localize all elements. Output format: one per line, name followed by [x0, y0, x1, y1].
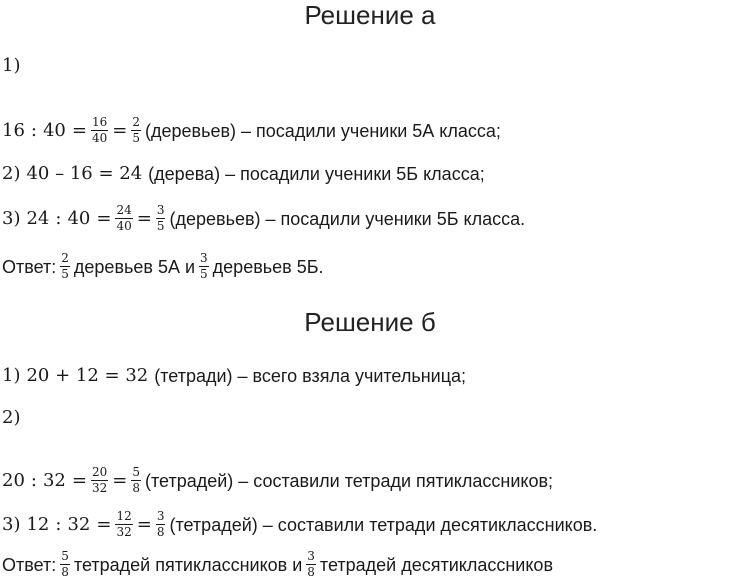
solution-b-answer — [2, 550, 553, 579]
expression: 40 – 16 = 24 — [26, 163, 143, 184]
step-label: 1) — [2, 55, 21, 76]
fraction — [115, 510, 132, 539]
numerator: 20 — [91, 465, 108, 479]
equals-sign: = — [71, 119, 87, 141]
step-explanation: (дерева) – посадили ученики 5Б класса; — [148, 164, 485, 184]
solution-b-step3 — [2, 510, 597, 539]
solution-b-step2 — [2, 466, 553, 495]
fraction — [91, 116, 108, 145]
fraction — [131, 116, 141, 145]
operand: 20 — [2, 469, 25, 491]
numerator: 24 — [116, 203, 132, 217]
solution-a-answer — [2, 252, 324, 281]
equals-sign: = — [112, 119, 128, 141]
operand: 24 — [26, 207, 50, 229]
step-label: 2) — [2, 163, 21, 184]
solution-b-step2-label — [2, 406, 20, 430]
numerator: 3 — [156, 203, 165, 217]
numerator: 3 — [200, 251, 208, 265]
solution-b-heading: Решение б — [304, 307, 436, 337]
solution-a-heading: Решение а — [304, 0, 436, 30]
denominator: 8 — [156, 525, 165, 539]
equals-sign: = — [96, 207, 112, 229]
equals-sign: = — [136, 513, 152, 535]
fraction — [131, 466, 141, 495]
operand: 40 — [42, 119, 66, 141]
numerator: 5 — [132, 465, 140, 479]
solution-a-step3 — [2, 204, 525, 233]
denominator: 5 — [132, 131, 140, 145]
numerator: 16 — [91, 115, 108, 129]
numerator: 2 — [132, 115, 140, 129]
fraction — [156, 204, 166, 233]
operator: : — [55, 513, 62, 535]
fraction — [115, 204, 132, 233]
operand: 40 — [67, 207, 91, 229]
numerator: 3 — [307, 549, 315, 563]
numerator: 3 — [156, 509, 165, 523]
answer-prefix: Ответ: — [2, 256, 57, 277]
operand: 32 — [42, 469, 66, 491]
operator: : — [55, 207, 62, 229]
denominator: 32 — [116, 525, 132, 539]
equals-sign: = — [112, 469, 128, 491]
denominator: 8 — [132, 481, 140, 495]
step-label: 1) — [2, 365, 21, 386]
denominator: 5 — [61, 267, 69, 281]
answer-text: тетрадей пятиклассников и — [73, 554, 303, 575]
step-explanation: (тетрадей) – составили тетради десятиклассников. — [169, 514, 598, 535]
step-label: 3) — [2, 513, 21, 535]
operand: 32 — [67, 513, 91, 535]
fraction — [306, 550, 316, 579]
fraction — [199, 252, 209, 281]
answer-prefix: Ответ: — [2, 554, 57, 575]
step-explanation: (тетрадей) – составили тетради пятиклассников; — [145, 470, 554, 491]
denominator: 32 — [91, 481, 108, 495]
fraction — [60, 550, 70, 579]
equals-sign: = — [136, 207, 152, 229]
denominator: 8 — [61, 565, 69, 579]
operator: : — [30, 119, 37, 141]
answer-text: деревьев 5Б. — [212, 256, 324, 277]
equals-sign: = — [96, 513, 112, 535]
answer-text: деревьев 5А и — [73, 256, 196, 277]
denominator: 40 — [91, 131, 108, 145]
step-explanation: (деревьев) – посадили ученики 5Б класса. — [169, 208, 526, 229]
numerator: 2 — [61, 251, 69, 265]
denominator: 5 — [200, 267, 208, 281]
numerator: 5 — [61, 549, 69, 563]
solution-a-step2 — [2, 162, 485, 186]
expression: 20 + 12 = 32 — [26, 365, 149, 386]
numerator: 12 — [116, 509, 132, 523]
fraction — [91, 466, 108, 495]
fraction — [60, 252, 70, 281]
denominator: 40 — [116, 219, 132, 233]
step-label: 2) — [2, 407, 21, 428]
operator: : — [30, 469, 37, 491]
solution-a-step1-label — [2, 54, 20, 78]
equals-sign: = — [71, 469, 87, 491]
step-label: 3) — [2, 207, 21, 229]
answer-text: тетрадей десятиклассников — [319, 554, 554, 575]
denominator: 8 — [307, 565, 315, 579]
denominator: 5 — [156, 219, 165, 233]
fraction — [156, 510, 166, 539]
step-explanation: (деревьев) – посадили ученики 5А класса; — [145, 120, 501, 141]
solution-b-step1 — [2, 364, 466, 388]
operand: 16 — [2, 119, 25, 141]
solution-a-step1 — [2, 116, 501, 145]
operand: 12 — [26, 513, 50, 535]
step-explanation: (тетради) – всего взяла учительница; — [154, 366, 467, 386]
